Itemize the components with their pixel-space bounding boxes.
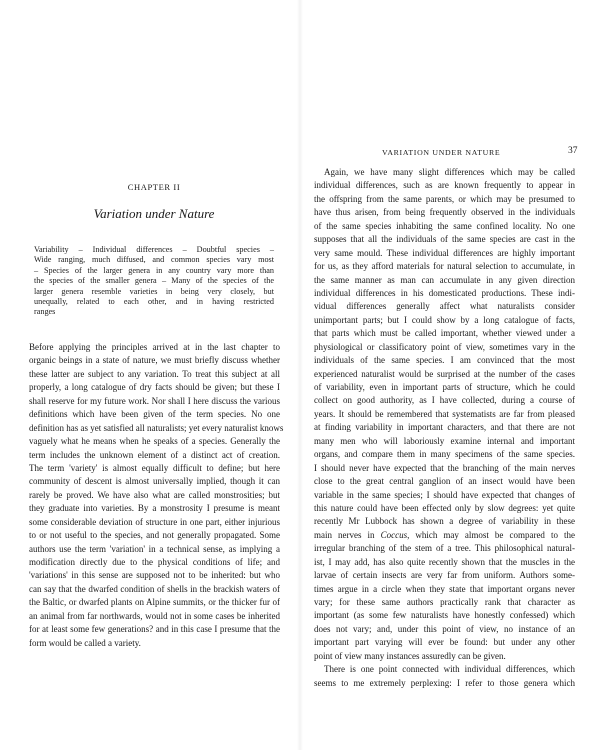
text-line: properly, a long catalogue of dry facts should be given; but these I [29,382,280,393]
text-line: does not vary; and, under this point of view, no instance of an [314,623,575,634]
text-line: the Baltic, or dwarfed plants on Alpine summits, or the thicker fur of [29,597,280,608]
text-line: Variability – Individual differences – Doubtful species – [34,245,274,254]
text-line: larvae of certain insects are very far from uniform. Authors some- [314,570,575,581]
text-line: ist, I may add, has also quite recently shown that the muscles in the [314,556,575,567]
text-line: definitions which have been given of the term species. No one [29,409,280,420]
left-page-body-text [29,341,284,650]
text-line: experienced naturalist would be surprised at the number of the cases [314,368,575,379]
text-line: recently Mr Lubbock has shown a degree of variability in these [314,516,575,527]
text-line: many men who will laboriously examine internal and important [314,435,575,446]
text-line: definition has as yet satisfied all naturalists; yet every naturalist knows [29,422,284,433]
text-line: 'variations' in this sense are supposed not to be inherited: but who [29,570,280,581]
text-line: The term 'variety' is almost equally difficult to define; but here [29,462,280,473]
right-page [300,0,600,750]
text-line: term includes the unknown element of a distinct act of creation. [29,449,280,460]
text-line: the offspring from the same parents, or which may be presumed to [314,193,575,204]
text-line: variable in the same species; I should have expected that changes of [314,489,575,500]
text-line: can say that the dwarfed condition of shells in the brackish waters of [29,583,280,594]
text-line: ranges [34,307,56,317]
text-line: community of descent is almost universally implied, though it can [29,476,280,487]
text-line: the same manner as man can accumulate in any given direction [314,274,575,285]
text-line: close to the great central ganglion of an insect would have been [314,476,575,487]
text-line: modification directly due to the physical conditions of life; and [29,557,280,567]
text-line: an animal from far northwards, would not in some cases be inherited [29,610,280,621]
text-line: for at least some few generations? and in this case I presume that the [29,624,280,635]
text-line: have thus arisen, from being frequently observed in the individuals [314,207,575,218]
text-line: years. It should be remembered that systematists are far from pleased [314,408,575,419]
text-line: form would be called a variety. [29,637,141,648]
text-line: the species of the smaller genera – Many of the species of the [34,276,274,286]
chapter-title: Variation under Nature [93,206,215,221]
text-line: point of view many instances assuredly can be given. [314,650,506,661]
text-line: these latter are subject to any variation. To treat this subject at all [29,368,280,379]
text-line: for us, as they afford materials for natural selection to accumulate, in [314,261,575,272]
text-line: organic beings in a state of nature, we must briefly discuss whether [29,355,280,366]
text-line: main nerves in Coccus, which may almost be compared to the [314,529,575,540]
chapter-label: CHAPTER II [127,182,181,192]
text-line: irregular branching of the stem of a tree. This philosophical natural- [314,543,575,554]
text-line: important (as some few naturalists have honestly confessed) which [314,610,575,621]
text-line: – Species of the larger genera in any country vary more than [34,265,274,275]
text-line: Before applying the principles arrived at in the last chapter to [29,342,280,352]
text-line: Wide ranging, much diffused, and common species vary most [34,255,274,265]
text-line: Again, we have many slight differences which may be called [324,167,575,177]
text-line: I should never have expected that the branching of the main nerves [314,462,575,473]
text-line: to or not useful to the species, and not generally propagated. Some [29,530,280,541]
text-line: of the same species inhabiting the same confined locality. No one [314,220,575,231]
text-line: that parts which must be called important, whether viewed under a [314,328,575,339]
text-line: There is one point connected with individual differences, which [324,664,575,675]
text-line: at finding variability in important characters, and that there are not [314,422,575,433]
text-line: larger genera resemble varieties in being very closely, but [34,286,274,296]
text-line: unequally, related to each other, and in having restricted [34,296,274,306]
text-line: rarely be proved. We have also what are called monstrosities; but [29,489,280,500]
text-line: individual differences in his domesticated productions. These indi- [314,287,575,298]
text-line: supposes that all the individuals of the same species are cast in the [314,234,575,245]
text-line: of variability, even in important parts of structure, which he could [314,382,575,392]
text-line: individuals of the same species. I am convinced that the most [314,355,575,366]
text-line: unimportant parts; but I could show by a long catalogue of facts, [314,314,575,325]
right-page-body-text [314,166,575,690]
page-number: 37 [568,146,578,156]
running-head: VARIATION UNDER NATURE [382,148,501,157]
text-line: very same mould. These individual differences are highly important [314,247,575,258]
text-line: physiological or classificatory point of view, sometimes vary in the [314,341,575,352]
text-line: they graduate into varieties. By a monstrosity I presume is meant [29,503,280,514]
text-line: vaguely what he means when he speaks of a species. Generally the [29,436,280,447]
text-line: individual differences, such as are known frequently to appear in [314,180,575,191]
text-line: authors use the term 'variation' in a technical sense, as implying a [29,543,280,554]
text-line: seems to me extremely perplexing: I refer to those genera which [314,677,575,688]
text-line: shall reserve for my future work. Nor shall I here discuss the various [29,395,280,406]
text-line: this nature could have been effected only by slow degrees: yet quite [314,502,575,513]
text-line: vidual differences generally affect what naturalists consider [314,301,575,312]
text-line: some considerable deviation of structure in one part, either injurious [29,516,280,527]
text-line: times argue in a circle when they state that important organs never [314,583,575,594]
chapter-summary [34,245,274,318]
text-line: collect on good authority, as I have collected, during a course of [314,395,575,406]
text-line: vary; for these same authors practically rank that character as [314,597,575,607]
text-line: important part varying will ever be found: but under any other [314,637,575,648]
text-line: organs, and compare them in many specimens of the same species. [314,449,575,460]
